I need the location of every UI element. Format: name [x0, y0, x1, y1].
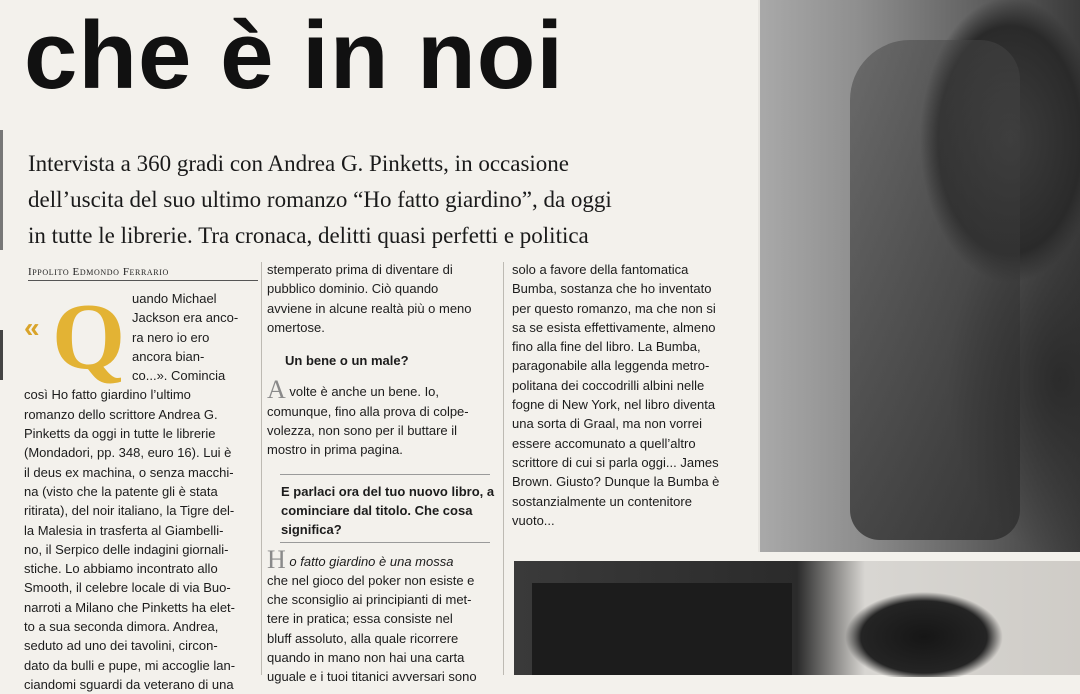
text-line: che sconsiglio ai principianti di met- [267, 592, 472, 608]
text-line: to a sua seconda dimora. Andrea, [24, 619, 219, 635]
text-line: (Mondadori, pp. 348, euro 16). Lui è [24, 445, 232, 461]
photo-dark-area [532, 583, 792, 675]
secondary-photo [514, 561, 1080, 675]
deck-line: dell’uscita del suo ultimo romanzo “Ho fatto giardino”, da oggi [28, 187, 612, 212]
portrait-photo [758, 0, 1080, 552]
deck-line: Intervista a 360 gradi con Andrea G. Pinketts, in occasione [28, 151, 569, 176]
photo-figure-head [819, 577, 1029, 677]
section-divider [280, 474, 490, 475]
text-line: ciandomi sguardi da veterano di una [24, 676, 234, 692]
text-line: stiche. Lo abbiamo incontrato allo [24, 561, 218, 577]
drop-letter: H [267, 544, 286, 574]
text-line: Jackson era anco- [132, 310, 239, 326]
text-line: essere accomunato a quell’altro [512, 435, 696, 451]
column-rule [261, 262, 262, 675]
text-line: narroti a Milano che Pinketts ha elet- [24, 599, 235, 615]
article-column-3 [512, 260, 748, 530]
text-line: stemperato prima di diventare di [267, 262, 453, 277]
text-line: no, il Serpico delle indagini giornali- [24, 541, 229, 557]
text-line: per questo romanzo, ma che non si [512, 300, 716, 316]
text-line: na (visto che la patente gli è stata [24, 483, 218, 499]
text-line: quando in mano non hai una carta [267, 650, 465, 666]
text-line: la Malesia in trasferta al Giambelli- [24, 522, 224, 538]
text-line: paragonabile alla leggenda metro- [512, 358, 710, 374]
deck-line: in tutte le librerie. Tra cronaca, delitti quasi perfetti e politica [28, 223, 589, 248]
text-line: Pinketts da oggi in tutte le librerie [24, 426, 216, 442]
text-fragment: o fatto giardino è una mossa [289, 553, 454, 569]
text-line: Bumba, sostanza che ho inventato [512, 281, 712, 297]
text-line: volezza, non sono per il buttare il [267, 423, 458, 439]
text-line: cominciare dal titolo. Che cosa [281, 502, 473, 518]
column-rule [503, 262, 504, 675]
text-line: fogne di New York, nel libro diventa [512, 397, 716, 413]
text-line: significa? [281, 522, 342, 538]
text-line [267, 375, 495, 405]
page-edge-mark [0, 130, 3, 250]
text-line: mostro in prima pagina. [267, 442, 403, 458]
text-line: ancora bian- [132, 348, 205, 364]
text-line: così Ho fatto giardino l’ultimo [24, 387, 191, 403]
quote-mark: « [24, 312, 40, 343]
byline: Ippolito Edmondo Ferrario [28, 266, 258, 281]
text-line: scrittore di cui si parla oggi... James [512, 454, 719, 470]
text-line: ra nero io ero [132, 329, 210, 345]
section-subhead: Un bene o un male? [285, 353, 409, 369]
text-line: comunque, fino alla prova di colpe- [267, 403, 469, 419]
text-line: tere in pratica; essa consiste nel [267, 611, 453, 627]
headline: che è in noi [24, 2, 565, 109]
text-line: uando Michael [132, 291, 217, 306]
text-line [267, 544, 495, 574]
text-line: bluff assoluto, alla quale ricorrere [267, 630, 459, 646]
text-line: co...». Comincia [132, 368, 226, 384]
page-edge-mark [0, 330, 3, 380]
section-divider [280, 542, 490, 543]
text-line: Smooth, il celebre locale di via Buo- [24, 580, 231, 596]
text-line: fino alla fine del libro. La Bumba, [512, 339, 701, 355]
text-line: dato da bulli e pupe, mi accoglie lan- [24, 657, 236, 673]
text-line: pubblico dominio. Ciò quando [267, 281, 439, 297]
drop-letter: A [267, 375, 286, 405]
text-line: politana dei coccodrilli albini nelle [512, 377, 705, 393]
text-line: sa se esista effettivamente, almeno [512, 319, 716, 335]
text-line: che nel gioco del poker non esiste e [267, 572, 475, 588]
text-line: solo a favore della fantomatica [512, 262, 689, 277]
text-line: omertose. [267, 319, 325, 335]
text-line: una sorta di Graal, ma non vorrei [512, 416, 703, 432]
text-line: seduto ad uno dei tavolini, circon- [24, 638, 218, 654]
text-line: uguale e i tuoi titanici avversari sono [267, 669, 477, 685]
text-line: ritirata), del noir italiano, la Tigre del- [24, 503, 235, 519]
text-line: avviene in alcune realtà più o meno [267, 300, 472, 316]
text-line: Brown. Giusto? Dunque la Bumba è [512, 474, 720, 490]
text-line: romanzo dello scrittore Andrea G. [24, 406, 218, 422]
text-line: E parlaci ora del tuo nuovo libro, a [281, 483, 495, 499]
text-line: il deus ex machina, o senza macchi- [24, 464, 234, 480]
text-fragment: volte è anche un bene. Io, [289, 384, 440, 400]
deck-subtitle [28, 146, 748, 254]
text-line: sostanzialmente un contenitore [512, 493, 692, 509]
interview-question [281, 482, 495, 540]
drop-cap: Q [52, 285, 126, 389]
text-line: vuoto... [512, 512, 555, 528]
article-column-1 [24, 285, 256, 694]
photo-shadow [850, 40, 1020, 540]
